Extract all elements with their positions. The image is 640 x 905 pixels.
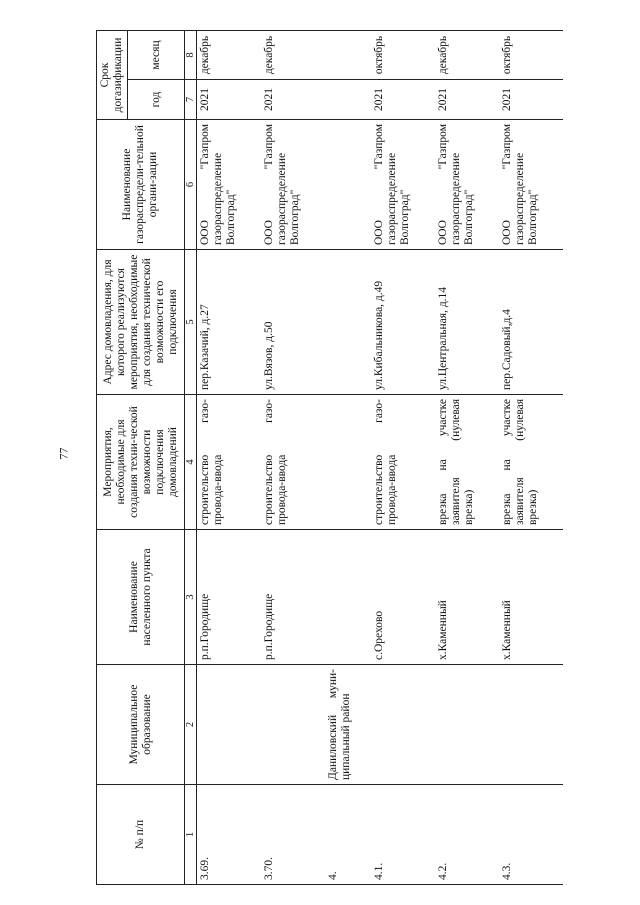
row-organization (325, 120, 371, 250)
header-deadline: Срок догазификации (97, 31, 128, 120)
header-month: месяц (128, 31, 185, 80)
table-row (499, 31, 563, 885)
row-year: 2021 (499, 80, 563, 120)
row-measure: врезка на участке заявителя (нулевая врезка) (499, 395, 563, 530)
page-number: 77 (56, 447, 71, 460)
row-measure (325, 395, 371, 530)
row-municipality (435, 665, 499, 785)
column-number: 8 (185, 31, 197, 80)
row-organization: ООО "Газпром газораспределение Волгоград" (371, 120, 435, 250)
row-municipality: Даниловский муни-ципальный район (325, 665, 371, 785)
row-organization: ООО "Газпром газораспределение Волгоград" (435, 120, 499, 250)
row-settlement: х.Каменный (499, 530, 563, 665)
column-number: 1 (185, 785, 197, 885)
row-municipality (197, 665, 262, 785)
column-number: 5 (185, 250, 197, 395)
header-measures: Мероприятия, необходимые для создания техни-ческой возможности подключения домовладений (97, 395, 185, 530)
row-address: пер.Казачий, д.27 (197, 250, 262, 395)
table-row (197, 31, 262, 885)
header-organization: Наименование газораспредели-тельной органи-зации (97, 120, 185, 250)
row-settlement: х.Каменный (435, 530, 499, 665)
table-group-row (325, 31, 371, 885)
row-organization: ООО "Газпром газораспределение Волгоград" (261, 120, 325, 250)
row-year: 2021 (435, 80, 499, 120)
gasification-table (96, 30, 563, 885)
row-number: 4.1. (371, 785, 435, 885)
row-year: 2021 (197, 80, 262, 120)
header-settlement: Наименование населенного пункта (97, 530, 185, 665)
column-number: 7 (185, 80, 197, 120)
header-municipality: Муниципальное образование (97, 665, 185, 785)
row-month: декабрь (261, 31, 325, 80)
row-number: 4.3. (499, 785, 563, 885)
row-address (325, 250, 371, 395)
row-year: 2021 (371, 80, 435, 120)
column-number: 6 (185, 120, 197, 250)
row-address: ул.Вязов, д.50 (261, 250, 325, 395)
column-number: 3 (185, 530, 197, 665)
row-year: 2021 (261, 80, 325, 120)
row-number: 4.2. (435, 785, 499, 885)
row-month: декабрь (435, 31, 499, 80)
row-month: октябрь (371, 31, 435, 80)
row-measure: строительство газо-провода-ввода (261, 395, 325, 530)
row-settlement: с.Орехово (371, 530, 435, 665)
column-number: 2 (185, 665, 197, 785)
row-address: пер.Садовый,д.4 (499, 250, 563, 395)
row-municipality (261, 665, 325, 785)
row-settlement: р.п.Городище (261, 530, 325, 665)
row-settlement: р.п.Городище (197, 530, 262, 665)
header-address: Адрес домовладения, для которого реализуются мероприятия, необходимые для создания технической возможности его подключения (97, 250, 185, 395)
row-measure: строительство газо-провода-ввода (371, 395, 435, 530)
row-number: 4. (325, 785, 371, 885)
header-num: № п/п (97, 785, 185, 885)
row-organization: ООО "Газпром газораспределение Волгоград" (197, 120, 262, 250)
table-row (261, 31, 325, 885)
row-municipality (499, 665, 563, 785)
row-number: 3.70. (261, 785, 325, 885)
row-number: 3.69. (197, 785, 262, 885)
row-settlement (325, 530, 371, 665)
table-row (435, 31, 499, 885)
row-year (325, 80, 371, 120)
row-municipality (371, 665, 435, 785)
row-measure: строительство газо-провода-ввода (197, 395, 262, 530)
row-measure: врезка на участке заявителя (нулевая врезка) (435, 395, 499, 530)
rotated-page (96, 31, 539, 885)
row-month: октябрь (499, 31, 563, 80)
row-organization: ООО "Газпром газораспределение Волгоград" (499, 120, 563, 250)
row-month (325, 31, 371, 80)
row-address: ул.Центральная, д.14 (435, 250, 499, 395)
header-year: год (128, 80, 185, 120)
row-month: декабрь (197, 31, 262, 80)
table-row (371, 31, 435, 885)
column-numbers-row (185, 31, 197, 885)
column-number: 4 (185, 395, 197, 530)
row-address: ул.Кибальникова, д.49 (371, 250, 435, 395)
